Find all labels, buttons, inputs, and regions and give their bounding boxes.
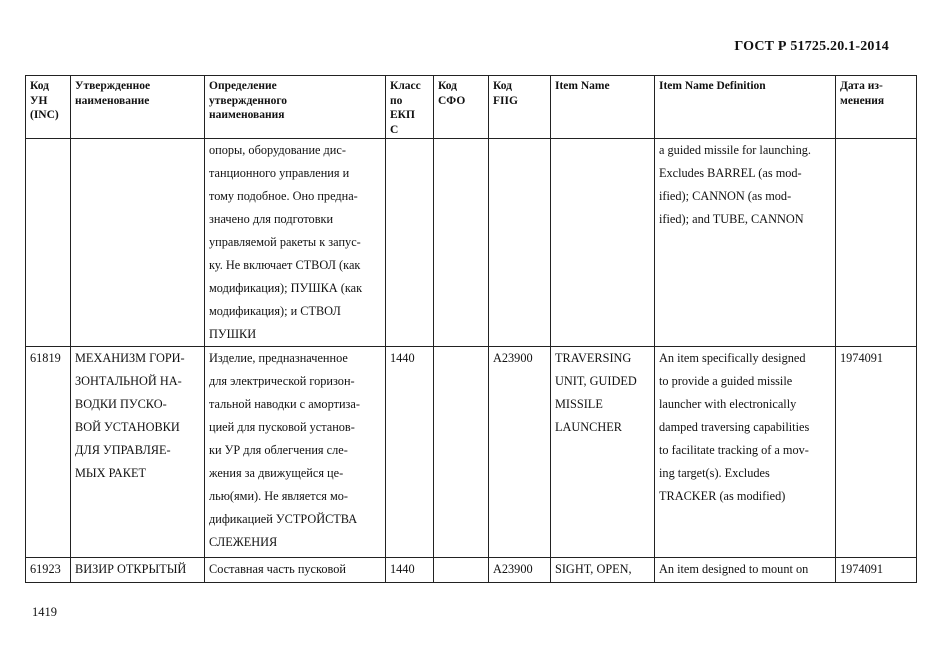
cell-text-line: наименование — [75, 94, 150, 107]
cell-text-line: ЗОНТАЛЬНОЙ НА- — [75, 374, 182, 388]
col-header-sfo — [434, 76, 489, 139]
document-standard-id: ГОСТ Р 51725.20.1-2014 — [734, 39, 889, 54]
page-number: 1419 — [32, 605, 57, 619]
cell-text-line: ified); CANNON (as mod- — [659, 189, 792, 203]
cell-item-name — [551, 558, 655, 583]
table-row — [26, 558, 917, 583]
cell-text-line: управляемой ракеты к запус- — [209, 235, 361, 249]
col-header-item-name — [551, 76, 655, 139]
cell-text-line: МЕХАНИЗМ ГОРИ- — [75, 351, 185, 365]
cell-text-line: С — [390, 123, 399, 136]
cell-definition — [205, 558, 386, 583]
cell-text-line: танционного управления и — [209, 166, 350, 180]
cell-name — [71, 347, 205, 558]
cell-text-line: Составная часть пусковой — [209, 562, 346, 576]
cell-text-line: Item Name — [555, 80, 610, 92]
cell-item-name — [551, 139, 655, 347]
cell-text-line: УН — [30, 94, 48, 107]
col-header-date — [836, 76, 917, 139]
cell-text-line: LAUNCHER — [555, 420, 622, 434]
cell-text-line: launcher with electronically — [659, 397, 797, 411]
cell-text-line: по — [390, 94, 403, 107]
cell-item-name — [551, 347, 655, 558]
cell-text-line: менения — [840, 94, 885, 107]
cell-text-line: Класс — [390, 80, 421, 92]
cell-name — [71, 139, 205, 347]
cell-inc: 61923 — [26, 558, 71, 583]
cell-text-line: ки УР для облегчения сле- — [209, 443, 348, 457]
cell-text-line: ВИЗИР ОТКРЫТЫЙ — [75, 562, 187, 576]
cell-text-line: An item specifically designed — [659, 351, 806, 365]
cell-inc: 61819 — [26, 347, 71, 558]
cell-text-line: FIIG — [493, 94, 518, 107]
cell-text-line: MISSILE — [555, 397, 603, 411]
cell-text-line: СФО — [438, 94, 466, 107]
col-header-inc — [26, 76, 71, 139]
cell-text-line: damped traversing capabilities — [659, 420, 810, 434]
cell-fiig — [489, 139, 551, 347]
table-row — [26, 139, 917, 347]
cell-sfo — [434, 139, 489, 347]
cell-text-line: лью(ями). Не является мо- — [209, 489, 348, 503]
col-header-item-definition — [655, 76, 836, 139]
table-row — [26, 347, 917, 558]
cell-text-line: дификацией УСТРОЙСТВА — [209, 512, 358, 526]
cell-text-line: модификация); ПУШКА (как — [209, 281, 363, 295]
cell-text-line: опоры, оборудование дис- — [209, 143, 346, 157]
cell-text-line: жения за движущейся це- — [209, 466, 344, 480]
cell-class: 1440 — [386, 347, 434, 558]
cell-text-line: Код — [493, 80, 513, 92]
catalog-table — [25, 75, 917, 583]
cell-inc — [26, 139, 71, 347]
cell-text-line: ДЛЯ УПРАВЛЯЕ- — [75, 443, 171, 457]
cell-text-line: Утвержденное — [75, 80, 151, 92]
cell-text-line: ВОДКИ ПУСКО- — [75, 397, 167, 411]
cell-text-line: Изделие, предназначенное — [209, 351, 348, 365]
cell-text-line: TRAVERSING — [555, 351, 632, 365]
cell-text-line: to facilitate tracking of a mov- — [659, 443, 809, 457]
cell-text-line: ing target(s). Excludes — [659, 466, 770, 480]
cell-text-line: Код — [30, 80, 50, 92]
cell-text-line: Определение — [209, 80, 277, 92]
cell-text-line: СЛЕЖЕНИЯ — [209, 535, 278, 549]
cell-date: 1974091 — [836, 347, 917, 558]
cell-text-line: SIGHT, OPEN, — [555, 562, 632, 576]
cell-date: 1974091 — [836, 558, 917, 583]
cell-text-line: An item designed to mount on — [659, 562, 809, 576]
cell-text-line: ified); and TUBE, CANNON — [659, 212, 804, 226]
cell-text-line: Excludes BARREL (as mod- — [659, 166, 802, 180]
col-header-name — [71, 76, 205, 139]
cell-definition — [205, 347, 386, 558]
cell-class — [386, 139, 434, 347]
cell-text-line: значено для подготовки — [209, 212, 334, 226]
cell-text-line: UNIT, GUIDED — [555, 374, 637, 388]
cell-text-line: модификация); и СТВОЛ — [209, 304, 341, 318]
cell-name — [71, 558, 205, 583]
cell-text-line: TRACKER (as modified) — [659, 489, 786, 503]
cell-definition — [205, 139, 386, 347]
cell-text-line: МЫХ РАКЕТ — [75, 466, 146, 480]
cell-item-definition — [655, 347, 836, 558]
cell-sfo — [434, 347, 489, 558]
cell-text-line: to provide a guided missile — [659, 374, 793, 388]
cell-fiig: A23900 — [489, 347, 551, 558]
cell-date — [836, 139, 917, 347]
table-header-row — [26, 76, 917, 139]
cell-item-definition — [655, 139, 836, 347]
cell-text-line: Дата из- — [840, 80, 883, 92]
cell-class: 1440 — [386, 558, 434, 583]
cell-sfo — [434, 558, 489, 583]
cell-text-line: ВОЙ УСТАНОВКИ — [75, 420, 180, 434]
cell-text-line: наименования — [209, 109, 285, 121]
cell-fiig: A23900 — [489, 558, 551, 583]
cell-text-line: (INC) — [30, 109, 59, 121]
cell-text-line: ку. Не включает СТВОЛ (как — [209, 258, 361, 272]
cell-text-line: для электрической горизон- — [209, 374, 355, 388]
cell-text-line: цией для пусковой установ- — [209, 420, 355, 434]
cell-text-line: Код — [438, 80, 458, 92]
cell-text-line: Item Name Definition — [659, 80, 766, 92]
cell-text-line: a guided missile for launching. — [659, 143, 811, 157]
cell-text-line: тальной наводки с амортиза- — [209, 397, 360, 411]
cell-text-line: ПУШКИ — [209, 327, 257, 341]
cell-item-definition — [655, 558, 836, 583]
col-header-definition — [205, 76, 386, 139]
cell-text-line: утвержденного — [209, 94, 288, 107]
cell-text-line: ЕКП — [390, 109, 415, 121]
cell-text-line: тому подобное. Оно предна- — [209, 189, 358, 203]
col-header-fiig — [489, 76, 551, 139]
col-header-class — [386, 76, 434, 139]
